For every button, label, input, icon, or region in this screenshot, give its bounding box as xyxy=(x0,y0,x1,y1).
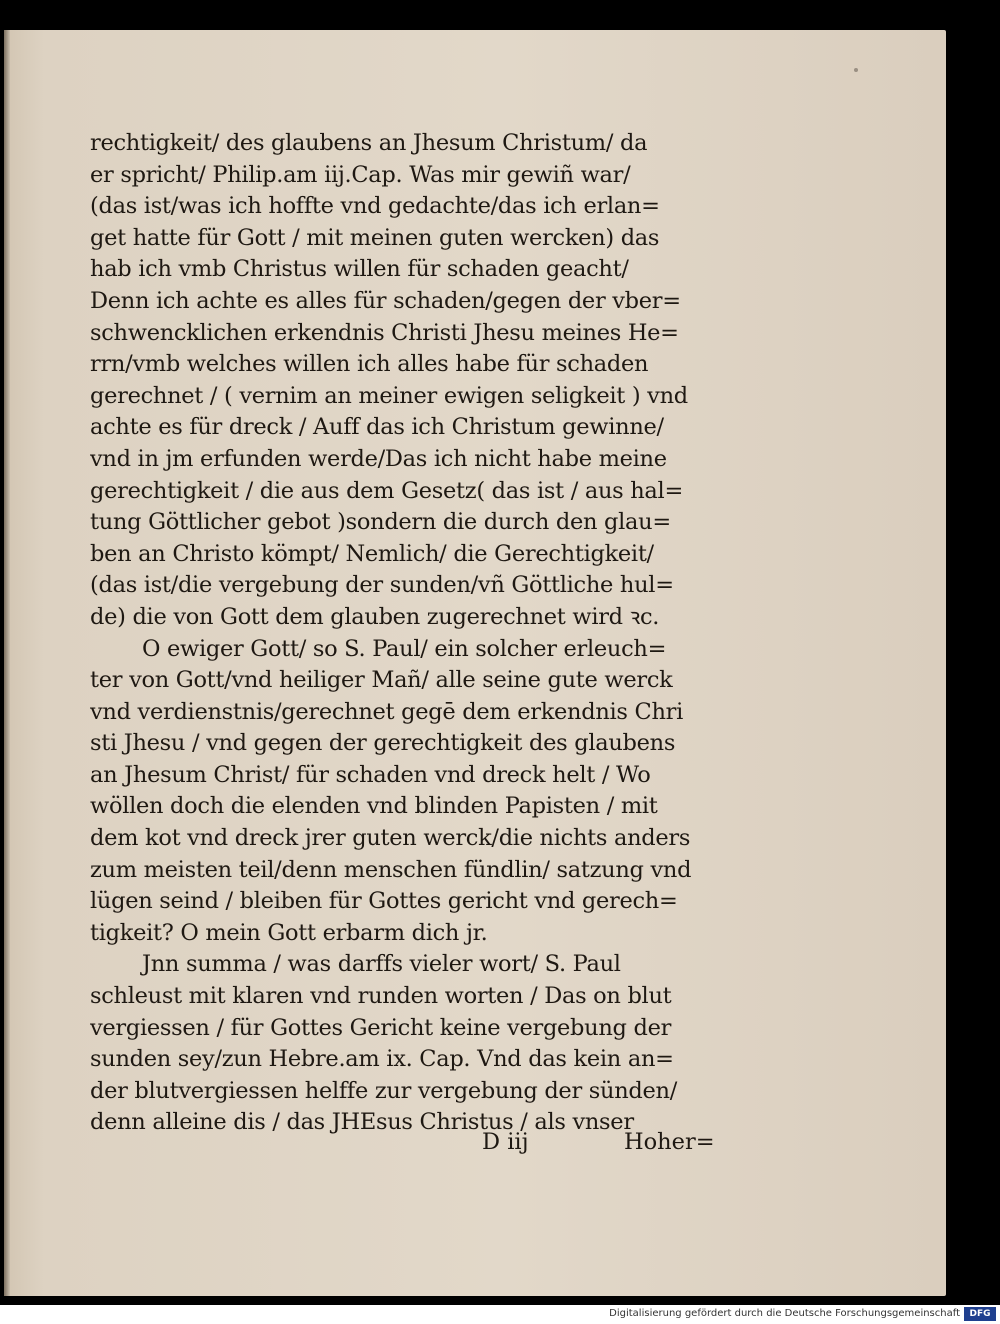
text-line: er spricht/ Philip.am iij.Cap. Was mir gewiñ war/ xyxy=(90,161,631,188)
text-line: vnd verdienstnis/gerechnet gegē dem erkendnis Chri xyxy=(90,698,683,725)
text-line: ter von Gott/vnd heiliger Mañ/ alle seine gute werck xyxy=(90,667,673,694)
text-line: sunden sey/zun Hebre.am ix. Cap. Vnd das kein an= xyxy=(90,1046,674,1073)
text-line: an Jhesum Christ/ für schaden vnd dreck helt / Wo xyxy=(90,761,651,788)
text-line: Jnn summa / was darffs vieler wort/ S. Paul xyxy=(142,951,621,978)
text-line: schleust mit klaren vnd runden worten / Das on blut xyxy=(90,983,672,1010)
text-line: gerechnet / ( vernim an meiner ewigen seligkeit ) vnd xyxy=(90,382,688,409)
text-line: tigkeit? O mein Gott erbarm dich jr. xyxy=(90,919,488,946)
page-gutter-shadow xyxy=(4,30,10,1296)
text-line: rrn/vmb welches willen ich alles habe für schaden xyxy=(90,351,649,378)
text-line: ben an Christo kömpt/ Nemlich/ die Gerechtigkeit/ xyxy=(90,540,654,567)
text-line: der blutvergiessen helffe zur vergebung der sünden/ xyxy=(90,1077,677,1104)
text-line: gerechtigkeit / die aus dem Gesetz( das ist / aus hal= xyxy=(90,477,683,504)
text-line: Denn ich achte es alles für schaden/gegen der vber= xyxy=(90,287,681,314)
dfg-logo-icon: DFG xyxy=(964,1307,996,1321)
paper-speck xyxy=(854,68,858,72)
text-line: vergiessen / für Gottes Gericht keine vergebung der xyxy=(90,1014,672,1041)
text-line: get hatte für Gott / mit meinen guten wercken) das xyxy=(90,224,660,251)
catchword: Hoher= xyxy=(624,1129,715,1155)
signature-mark: D iij xyxy=(482,1129,529,1155)
book-page xyxy=(4,30,946,1296)
text-line: tung Göttlicher gebot )sondern die durch den glau= xyxy=(90,509,671,536)
footer-bar xyxy=(0,1305,1000,1324)
text-line: (das ist/was ich hoffte vnd gedachte/das ich erlan= xyxy=(90,193,660,220)
text-line: denn alleine dis / das JHEsus Christus / als vnser xyxy=(90,1109,634,1136)
text-line: wöllen doch die elenden vnd blinden Papisten / mit xyxy=(90,793,658,820)
text-line: zum meisten teil/denn menschen fündlin/ satzung vnd xyxy=(90,856,692,883)
text-line: lügen seind / bleiben für Gottes gericht vnd gerech= xyxy=(90,888,678,915)
text-line: de) die von Gott dem glauben zugerechnet wird ꝛc. xyxy=(90,603,660,630)
text-line: O ewiger Gott/ so S. Paul/ ein solcher erleuch= xyxy=(142,635,667,662)
text-line: dem kot vnd dreck jrer guten werck/die nichts anders xyxy=(90,825,691,852)
body-text xyxy=(90,128,755,1139)
text-line: rechtigkeit/ des glaubens an Jhesum Christum/ da xyxy=(90,130,648,156)
text-line: hab ich vmb Christus willen für schaden geacht/ xyxy=(90,256,629,283)
text-line: sti Jhesu / vnd gegen der gerechtigkeit des glaubens xyxy=(90,730,676,757)
text-line: (das ist/die vergebung der sunden/vñ Göttliche hul= xyxy=(90,572,674,599)
text-line: vnd in jm erfunden werde/Das ich nicht habe meine xyxy=(90,445,667,472)
text-line: achte es für dreck / Auff das ich Christum gewinne/ xyxy=(90,414,664,441)
funding-credit: Digitalisierung gefördert durch die Deutsche Forschungsgemeinschaft xyxy=(609,1308,960,1319)
text-line: schwencklichen erkendnis Christi Jhesu meines He= xyxy=(90,319,679,346)
